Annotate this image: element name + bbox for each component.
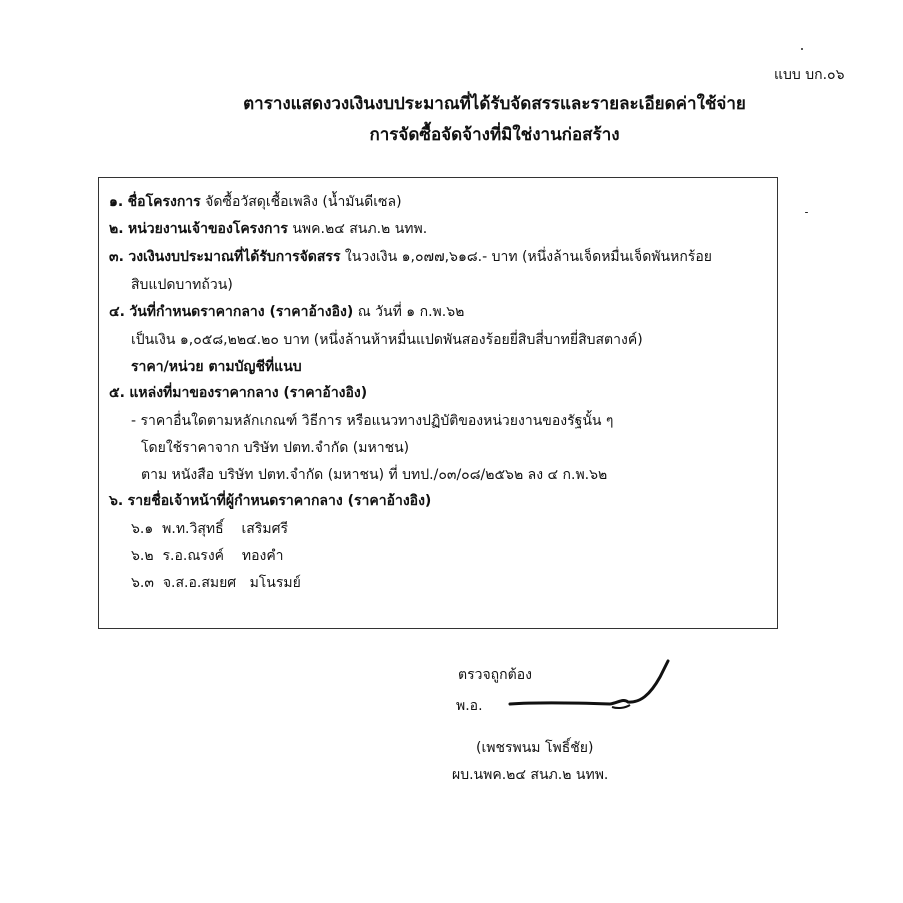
document-title: ตารางแสดงวงเงินงบประมาณที่ได้รับจัดสรรและรายละเอียดค่าใช้จ่าย xyxy=(243,94,746,114)
officer-row: ๖.๒ ร.อ.ณรงค์ ทองคำ xyxy=(131,548,284,564)
document-subtitle: การจัดซื้อจัดจ้างที่มิใช่งานก่อสร้าง xyxy=(369,125,620,145)
details-box xyxy=(98,177,778,629)
item-budget-continued: สิบแปดบาทถ้วน) xyxy=(131,277,233,293)
item-owner-agency: ๒. หน่วยงานเจ้าของโครงการ นพค.๒๔ สนภ.๒ นทพ. xyxy=(109,221,428,237)
scan-speck xyxy=(801,48,803,50)
item-price-source-line3: ตาม หนังสือ บริษัท ปตท.จำกัด (มหาชน) ที่ บทป./๐๓/๐๘/๒๕๖๒ ลง ๔ ก.พ.๖๒ xyxy=(141,467,608,483)
handwritten-signature xyxy=(500,655,675,715)
item-unit-price-note: ราคา/หน่วย ตามบัญชีที่แนบ xyxy=(131,359,302,375)
verified-label: ตรวจถูกต้อง xyxy=(458,667,532,683)
item-reference-date: ๔. วันที่กำหนดราคากลาง (ราคาอ้างอิง) ณ วันที่ ๑ ก.พ.๖๒ xyxy=(109,304,465,320)
item-price-source-line1: - ราคาอื่นใดตามหลักเกณฑ์ วิธีการ หรือแนวทางปฏิบัติของหน่วยงานของรัฐนั้น ๆ xyxy=(131,413,614,429)
signer-name: (เพชรพนม โพธิ์ชัย) xyxy=(476,740,594,756)
scan-speck xyxy=(805,212,808,213)
item-price-source: ๕. แหล่งที่มาของราคากลาง (ราคาอ้างอิง) xyxy=(109,385,368,401)
item-budget: ๓. วงเงินงบประมาณที่ได้รับการจัดสรร ในวงเงิน ๑,๐๗๗,๖๑๘.- บาท (หนึ่งล้านเจ็ดหมื่นเจ็ดพันหกร้อย xyxy=(109,249,712,265)
item-price-source-line2: โดยใช้ราคาจาก บริษัท ปตท.จำกัด (มหาชน) xyxy=(141,440,410,456)
officer-row: ๖.๓ จ.ส.อ.สมยศ มโนรมย์ xyxy=(131,575,301,591)
item-project-name: ๑. ชื่อโครงการ จัดซื้อวัสดุเชื้อเพลิง (น้ำมันดีเซล) xyxy=(109,194,402,210)
officer-row: ๖.๑ พ.ท.วิสุทธิ์ เสริมศรี xyxy=(131,521,288,537)
signer-rank: พ.อ. xyxy=(456,698,483,714)
signer-position: ผบ.นพค.๒๔ สนภ.๒ นทพ. xyxy=(452,767,609,783)
form-code: แบบ บก.๐๖ xyxy=(774,67,845,83)
item-reference-amount: เป็นเงิน ๑,๐๕๘,๒๒๔.๒๐ บาท (หนึ่งล้านห้าหมื่นแปดพันสองร้อยยี่สิบสี่บาทยี่สิบสตางค์) xyxy=(131,332,643,348)
item-officers: ๖. รายชื่อเจ้าหน้าที่ผู้กำหนดราคากลาง (ราคาอ้างอิง) xyxy=(109,493,432,509)
